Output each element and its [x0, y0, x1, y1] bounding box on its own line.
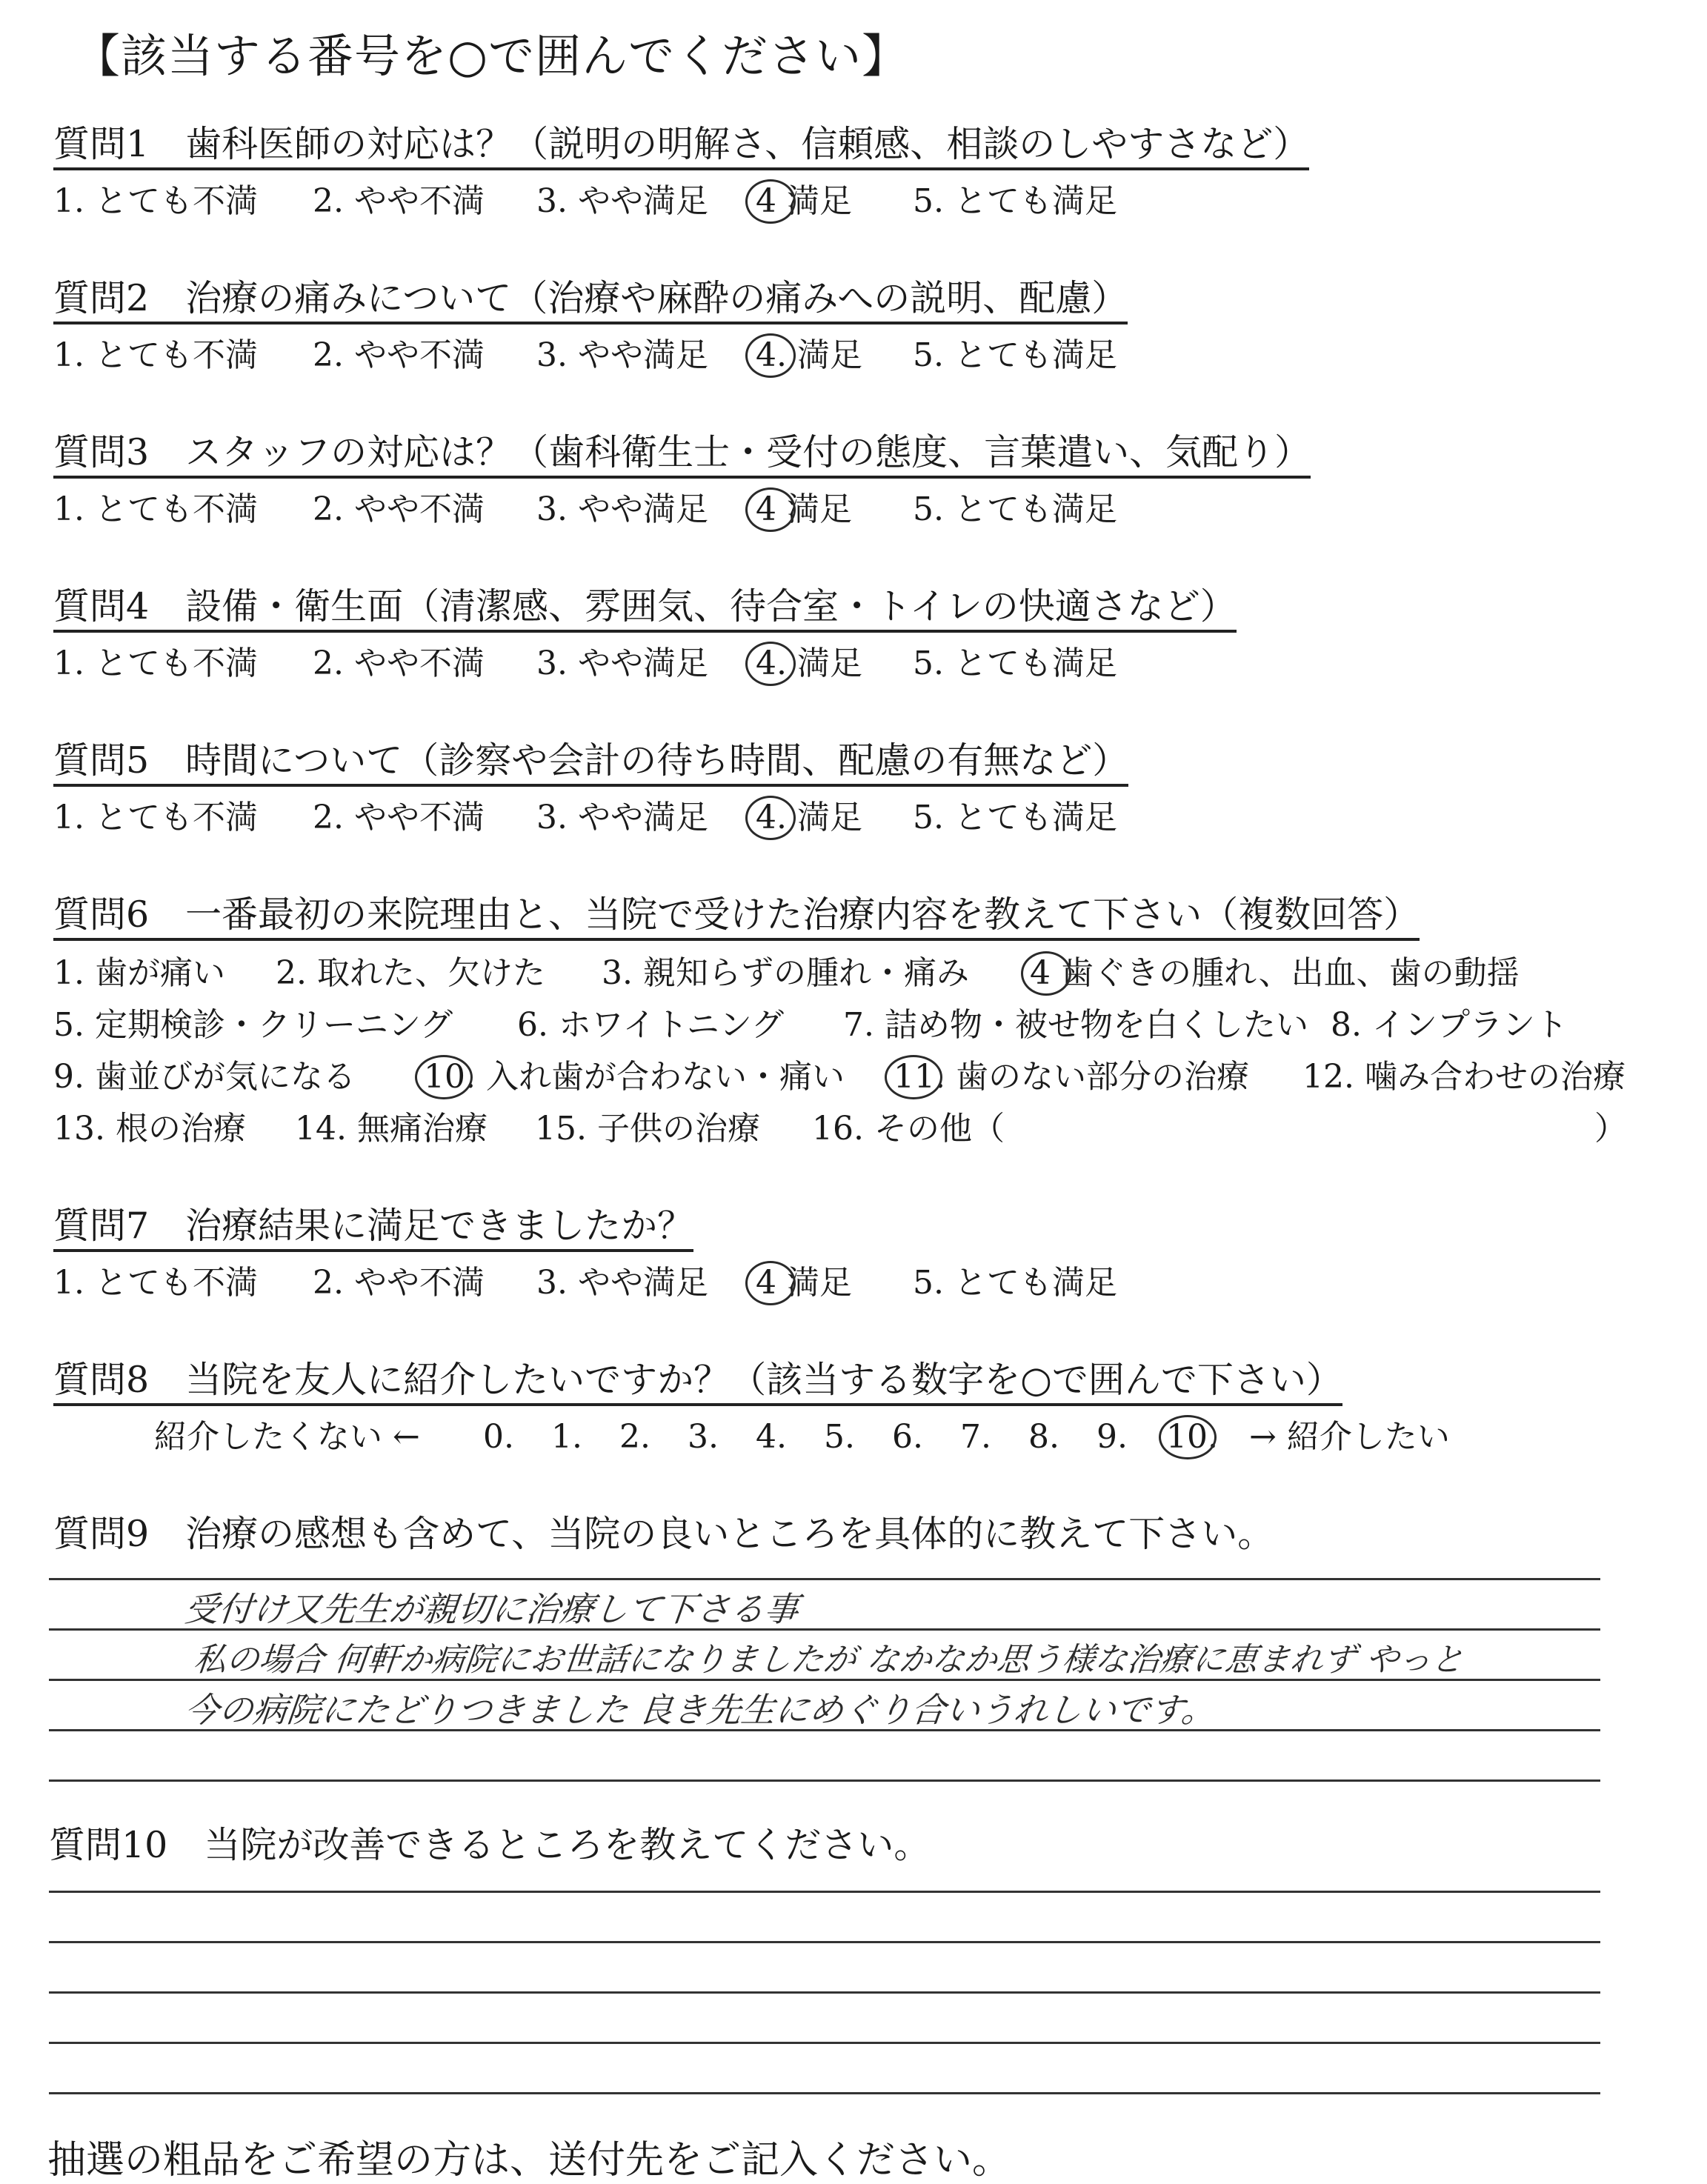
selection-circle: [1021, 951, 1071, 996]
selection-circle: [745, 179, 796, 224]
q6-option-11-selected[interactable]: 11. 歯のない部分の治療: [894, 1058, 1249, 1096]
q6-option-5[interactable]: 5. 定期検診・クリーニング: [53, 1006, 453, 1044]
q8-score-4[interactable]: 4.: [756, 1418, 787, 1456]
q4-option-5[interactable]: 5. とても満足: [913, 645, 1117, 682]
answer-line: [49, 1780, 1600, 1782]
q8-left-label: 紹介したくない ←: [154, 1418, 420, 1456]
question-7-title: 質問7 治療結果に満足できましたか？: [53, 1203, 693, 1252]
q5-option-5[interactable]: 5. とても満足: [913, 799, 1117, 836]
q6-option-14[interactable]: 14. 無痛治療: [295, 1110, 488, 1148]
q6-option-1[interactable]: 1. 歯が痛い: [53, 954, 225, 992]
selection-circle: [745, 642, 796, 686]
q1-option-4-selected[interactable]: 4 満足: [756, 182, 852, 220]
q6-option-4-selected[interactable]: 4 歯ぐきの腫れ、出血、歯の動揺: [1030, 954, 1520, 992]
q1-option-1[interactable]: 1. とても不満: [53, 182, 258, 220]
answer-line: [49, 1578, 1600, 1580]
q6-option-3[interactable]: 3. 親知らずの腫れ・痛み: [602, 954, 969, 992]
q2-option-5[interactable]: 5. とても満足: [913, 336, 1117, 374]
question-6-title: 質問6 一番最初の来院理由と、当院で受けた治療内容を教えて下さい（複数回答）: [53, 892, 1420, 941]
q8-score-2[interactable]: 2.: [619, 1418, 650, 1456]
q9-handwritten-answer-line-3[interactable]: 今の病院にたどりつきました 良き先生にめぐり合いうれしいです。: [182, 1690, 1218, 1730]
q7-option-3[interactable]: 3. やや満足: [536, 1264, 708, 1302]
question-9-title: 質問9 治療の感想も含めて、当院の良いところを具体的に教えて下さい。: [53, 1513, 1274, 1555]
question-3-title: 質問3 スタッフの対応は？（歯科衛生士・受付の態度、言葉遣い、気配り）: [53, 430, 1311, 479]
page-title: 【該当する番号を○で囲んでください】: [74, 29, 909, 83]
q7-option-1[interactable]: 1. とても不満: [53, 1264, 258, 1302]
q4-option-1[interactable]: 1. とても不満: [53, 645, 258, 682]
q7-option-4-selected[interactable]: 4 満足: [756, 1264, 852, 1302]
selection-circle: [745, 487, 796, 532]
q3-option-2[interactable]: 2. やや不満: [313, 490, 485, 528]
q6-option-13[interactable]: 13. 根の治療: [53, 1110, 246, 1148]
selection-circle: [745, 796, 796, 840]
q8-score-5[interactable]: 5.: [824, 1418, 855, 1456]
q5-option-4-selected[interactable]: 4. 満足: [756, 799, 862, 836]
q1-option-5[interactable]: 5. とても満足: [913, 182, 1117, 220]
answer-line: [49, 2092, 1600, 2094]
q6-option-12[interactable]: 12. 噛み合わせの治療: [1302, 1058, 1626, 1096]
q2-option-3[interactable]: 3. やや満足: [536, 336, 708, 374]
q8-score-3[interactable]: 3.: [688, 1418, 719, 1456]
q8-score-9[interactable]: 9.: [1097, 1418, 1128, 1456]
q6-option-10-selected[interactable]: 10. 入れ歯が合わない・痛い: [424, 1058, 845, 1096]
q6-other-close-paren: ）: [1594, 1110, 1627, 1148]
q2-option-2[interactable]: 2. やや不満: [313, 336, 485, 374]
answer-line: [49, 1941, 1600, 1943]
q9-handwritten-answer-line-2[interactable]: 私の場合 何軒か病院にお世話になりましたが なかなか思う様な治療に恵まれず やっと: [191, 1641, 1466, 1679]
q3-option-3[interactable]: 3. やや満足: [536, 490, 708, 528]
answer-line: [49, 2042, 1600, 2044]
q7-option-2[interactable]: 2. やや不満: [313, 1264, 485, 1302]
q3-option-5[interactable]: 5. とても満足: [913, 490, 1117, 528]
q5-option-3[interactable]: 3. やや満足: [536, 799, 708, 836]
q6-option-2[interactable]: 2. 取れた、欠けた: [276, 954, 545, 992]
answer-line: [49, 1891, 1600, 1893]
q2-option-1[interactable]: 1. とても不満: [53, 336, 258, 374]
selection-circle: [885, 1055, 942, 1099]
selection-circle: [1159, 1415, 1217, 1459]
q7-option-5[interactable]: 5. とても満足: [913, 1264, 1117, 1302]
q8-score-7[interactable]: 7.: [960, 1418, 991, 1456]
question-10-title: 質問10 当院が改善できるところを教えてください。: [49, 1824, 931, 1866]
q8-score-8[interactable]: 8.: [1028, 1418, 1059, 1456]
question-1-title: 質問1 歯科医師の対応は？（説明の明解さ、信頼感、相談のしやすさなど）: [53, 121, 1309, 170]
q8-score-10-selected[interactable]: 10.: [1166, 1418, 1218, 1456]
question-2-title: 質問2 治療の痛みについて（治療や麻酔の痛みへの説明、配慮）: [53, 276, 1128, 324]
q6-option-9[interactable]: 9. 歯並びが気になる: [53, 1058, 356, 1096]
q1-option-2[interactable]: 2. やや不満: [313, 182, 485, 220]
q5-option-1[interactable]: 1. とても不満: [53, 799, 258, 836]
question-5-title: 質問5 時間について（診察や会計の待ち時間、配慮の有無など）: [53, 738, 1128, 787]
q5-option-2[interactable]: 2. やや不満: [313, 799, 485, 836]
q6-option-8[interactable]: 8. インプラント: [1331, 1006, 1568, 1044]
question-8-title: 質問8 当院を友人に紹介したいですか？（該当する数字を○で囲んで下さい）: [53, 1357, 1342, 1406]
q1-option-3[interactable]: 3. やや満足: [536, 182, 708, 220]
q8-score-6[interactable]: 6.: [892, 1418, 923, 1456]
q8-right-label: → 紹介したい: [1249, 1418, 1450, 1456]
q8-score-1[interactable]: 1.: [551, 1418, 582, 1456]
footer-note: 抽選の粗品をご希望の方は、送付先をご記入ください。: [47, 2138, 1011, 2183]
q3-option-4-selected[interactable]: 4 満足: [756, 490, 852, 528]
q6-option-15[interactable]: 15. 子供の治療: [535, 1110, 760, 1148]
q6-option-6[interactable]: 6. ホワイトニング: [517, 1006, 785, 1044]
selection-circle: [745, 1261, 796, 1305]
q3-option-1[interactable]: 1. とても不満: [53, 490, 258, 528]
q9-handwritten-answer-line-1[interactable]: 受付け又先生が親切に治療して下さる事: [182, 1589, 801, 1629]
answer-line: [49, 1991, 1600, 1994]
q2-option-4-selected[interactable]: 4. 満足: [756, 336, 862, 374]
q4-option-4-selected[interactable]: 4. 満足: [756, 645, 862, 682]
q6-option-16-other[interactable]: 16. その他（: [812, 1110, 1005, 1148]
q4-option-2[interactable]: 2. やや不満: [313, 645, 485, 682]
q4-option-3[interactable]: 3. やや満足: [536, 645, 708, 682]
q8-score-0[interactable]: 0.: [483, 1418, 514, 1456]
selection-circle: [745, 333, 796, 378]
question-4-title: 質問4 設備・衛生面（清潔感、雰囲気、待合室・トイレの快適さなど）: [53, 584, 1237, 633]
selection-circle: [415, 1055, 473, 1099]
q6-option-7[interactable]: 7. 詰め物・被せ物を白くしたい: [843, 1006, 1308, 1044]
